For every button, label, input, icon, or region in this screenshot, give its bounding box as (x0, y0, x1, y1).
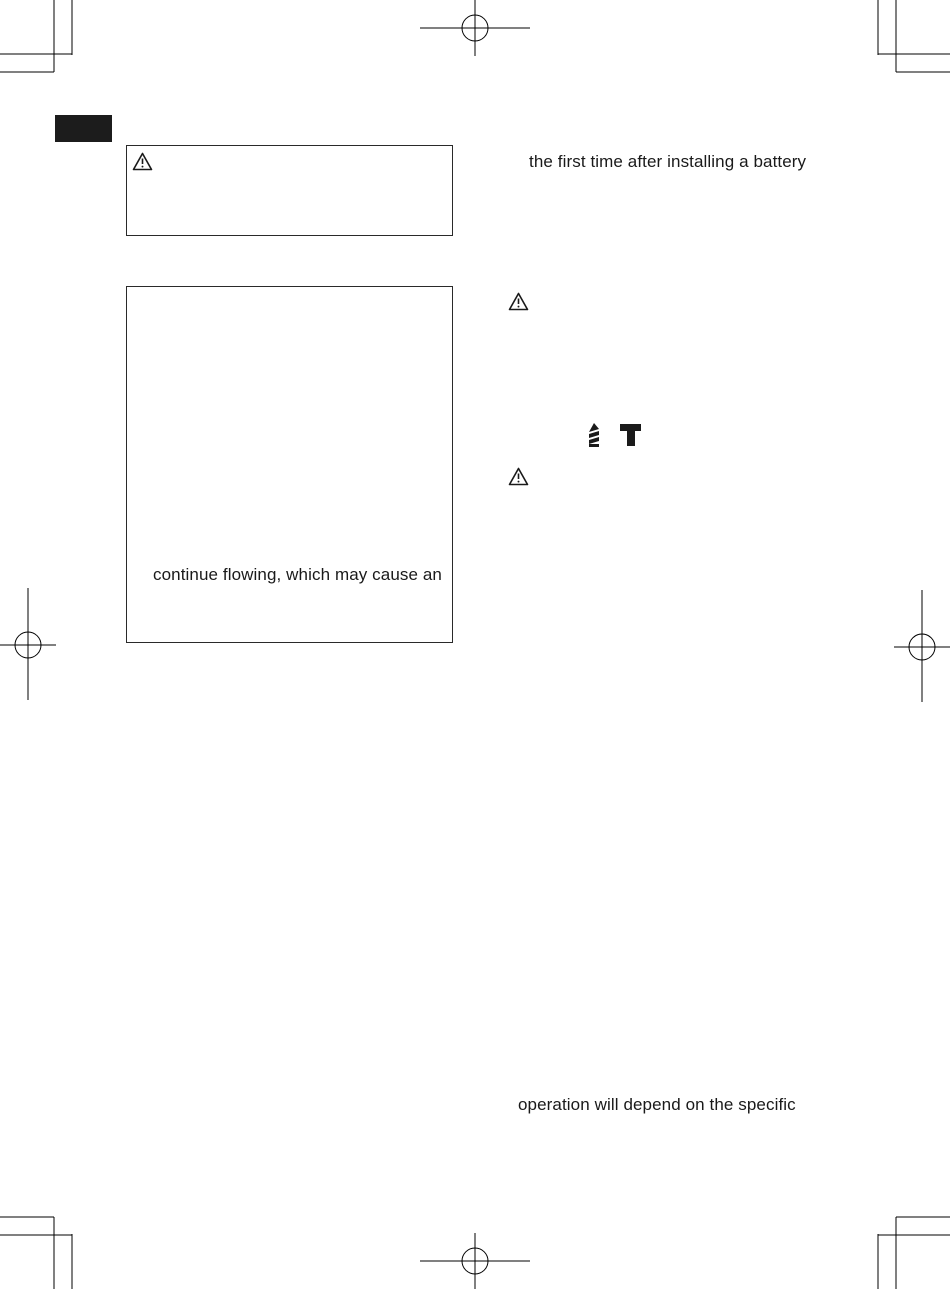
crop-mark-bottom-right (870, 1209, 950, 1289)
crop-mark-top-left (0, 0, 80, 80)
notice-box (126, 286, 453, 643)
drill-bit-icon (587, 423, 601, 447)
warning-triangle-icon (508, 292, 529, 311)
warning-triangle-icon (132, 152, 153, 171)
caution-box (126, 145, 453, 236)
registration-mark-top (418, 0, 532, 56)
hammer-icon (620, 424, 642, 446)
operation-text-line: operation will depend on the specific (518, 1095, 796, 1114)
crop-mark-top-right (870, 0, 950, 80)
registration-mark-bottom (418, 1233, 532, 1289)
crop-mark-bottom-left (0, 1209, 80, 1289)
notice-text-line: continue flowing, which may cause an (153, 565, 442, 584)
registration-mark-left (0, 588, 56, 700)
registration-mark-right (894, 590, 950, 702)
battery-text-line: the first time after installing a battery (529, 152, 807, 171)
language-tab (55, 115, 112, 142)
warning-triangle-icon (508, 467, 529, 486)
